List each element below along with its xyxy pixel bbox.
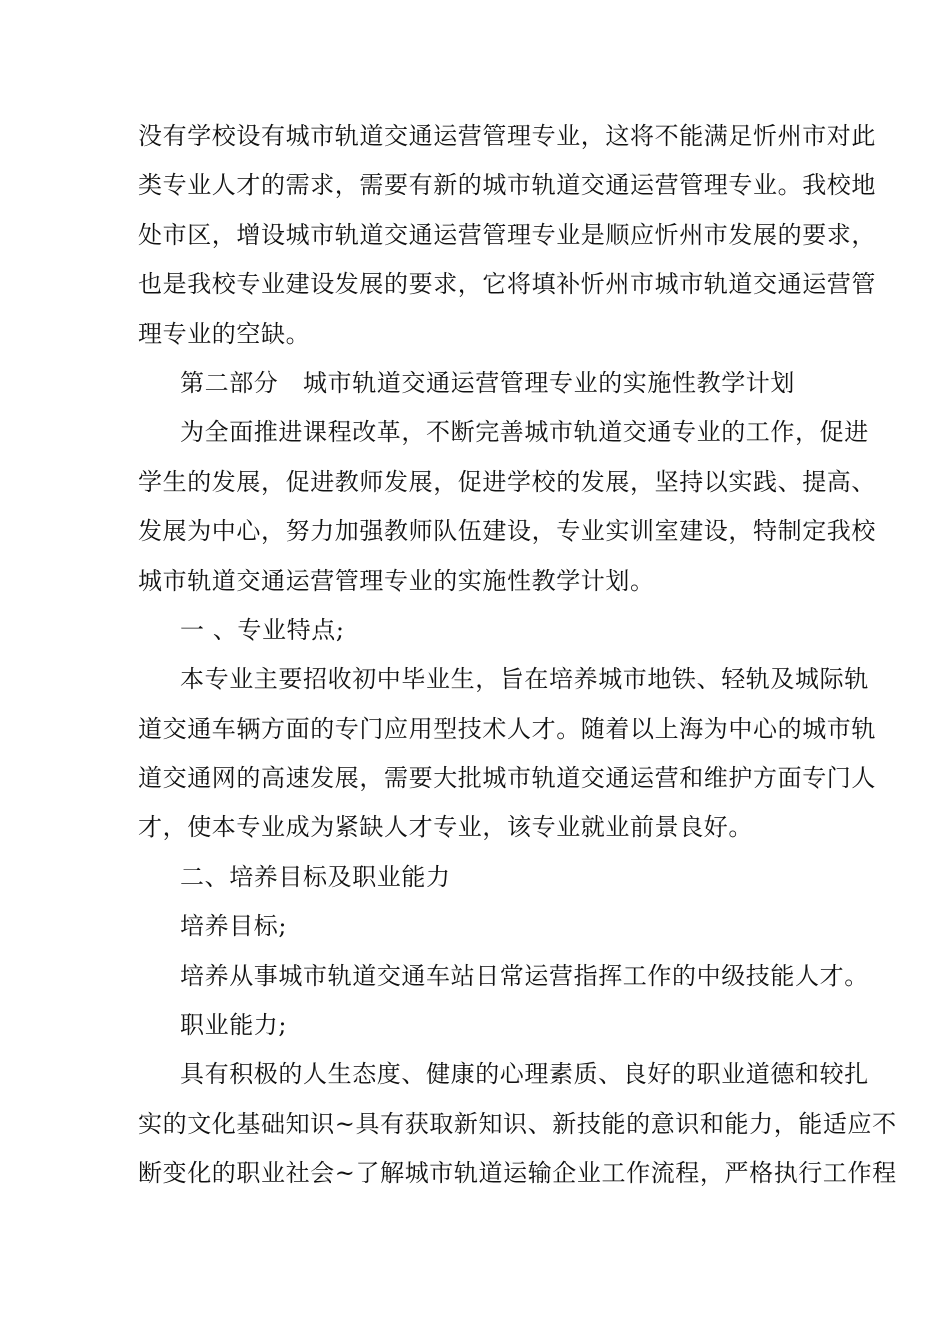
paragraph-start-line: 本专业主要招收初中毕业生，旨在培养城市地铁、轻轨及城际轨: [180, 665, 869, 694]
paragraph-start-line: 具有积极的人生态度、健康的心理素质、良好的职业道德和较扎: [180, 1060, 869, 1089]
subsection-heading: 一 、专业特点;: [180, 615, 345, 644]
body-text-line: 类专业人才的需求，需要有新的城市轨道交通运营管理专业。我校地: [138, 171, 876, 200]
body-text-line: 才，使本专业成为紧缺人才专业，该专业就业前景良好。: [138, 813, 753, 842]
body-text-line: 处市区，增设城市轨道交通运营管理专业是顺应忻州市发展的要求，: [138, 220, 876, 249]
paragraph-start-line: 为全面推进课程改革，不断完善城市轨道交通专业的工作，促进: [180, 418, 869, 447]
body-text-line: 没有学校设有城市轨道交通运营管理专业，这将不能满足忻州市对此: [138, 122, 876, 150]
body-text-line: 断变化的职业社会~了解城市轨道运输企业工作流程，严格执行工作程: [138, 1159, 897, 1188]
body-text-line: 城市轨道交通运营管理专业的实施性教学计划。: [138, 566, 655, 595]
body-text-line: 学生的发展，促进教师发展，促进学校的发展，坚持以实践、提高、: [138, 467, 876, 496]
paragraph-start-line: 培养从事城市轨道交通车站日常运营指挥工作的中级技能人才。: [180, 961, 869, 990]
body-text-line: 道交通网的高速发展，需要大批城市轨道交通运营和维护方面专门人: [138, 764, 876, 793]
subsection-heading: 二、培养目标及职业能力: [180, 862, 451, 891]
body-text-line: 实的文化基础知识~具有获取新知识、新技能的意识和能力，能适应不: [138, 1109, 897, 1138]
body-text-line: 发展为中心，努力加强教师队伍建设，专业实训室建设，特制定我校: [138, 517, 876, 546]
subheading-label: 培养目标;: [180, 912, 288, 941]
body-text-line: 也是我校专业建设发展的要求，它将填补忻州市城市轨道交通运营管: [138, 270, 876, 299]
section-heading: 第二部分 城市轨道交通运营管理专业的实施性教学计划: [180, 368, 795, 397]
body-text-line: 理专业的空缺。: [138, 319, 311, 348]
subheading-label: 职业能力;: [180, 1011, 288, 1040]
body-text-line: 道交通车辆方面的专门应用型技术人才。随着以上海为中心的城市轨: [138, 714, 876, 743]
